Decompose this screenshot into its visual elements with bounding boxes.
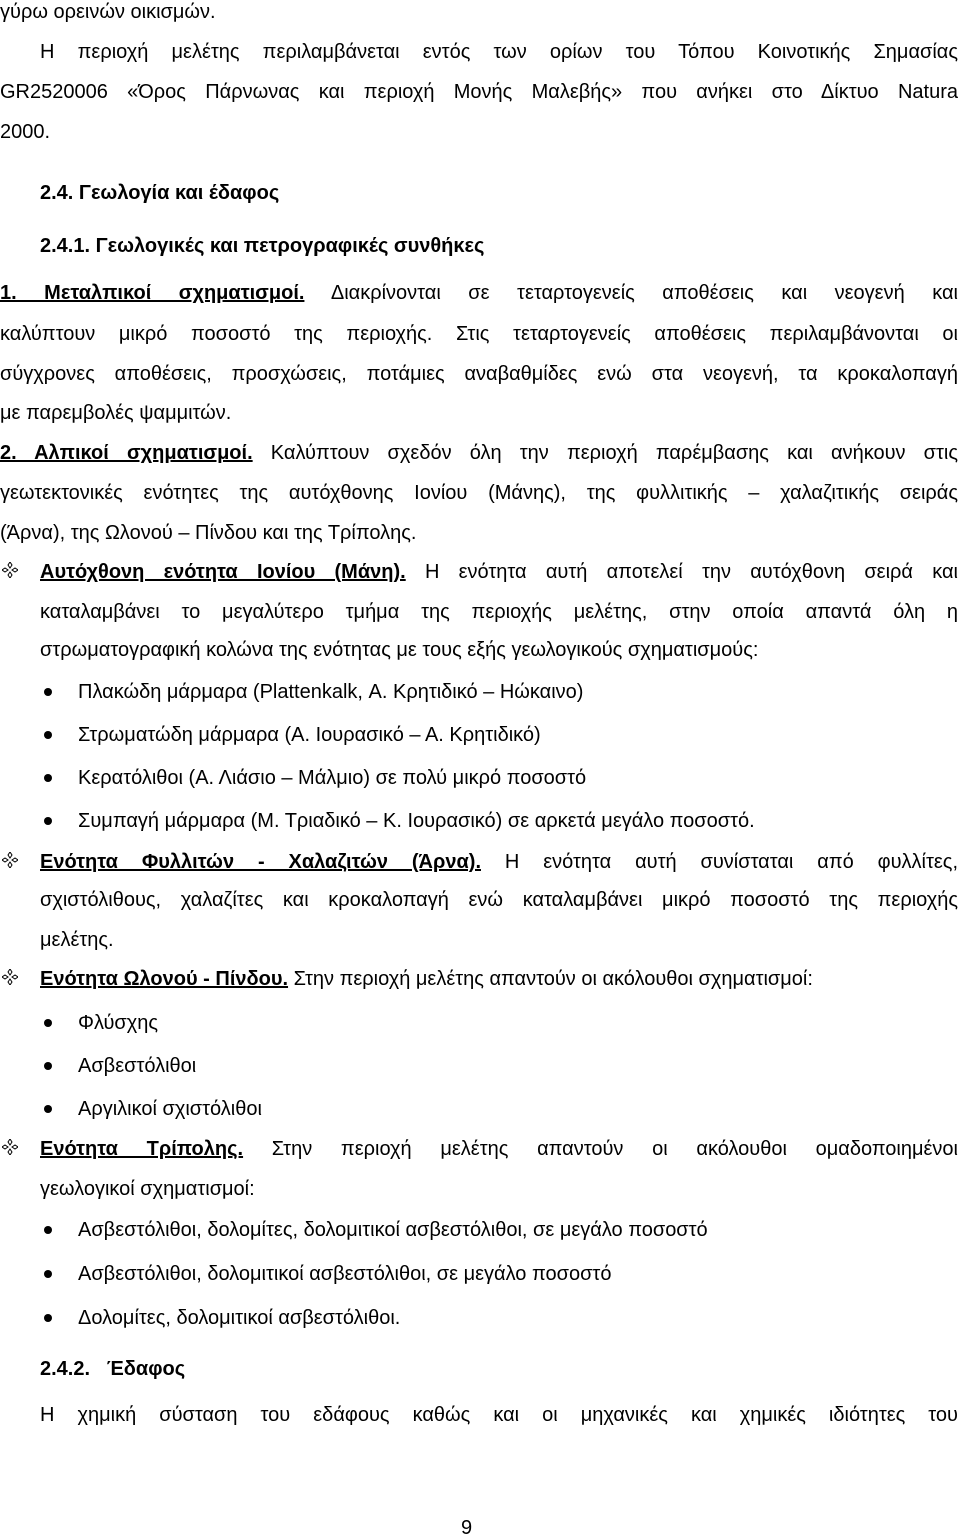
list-item: Δολομίτες, δολομιτικοί ασβεστόλιθοι. <box>78 1307 401 1329</box>
bullet-icon <box>44 1270 52 1278</box>
bullet-icon <box>44 1019 52 1027</box>
text-line: GR2520006 «Όρος Πάρνωνας και περιοχή Μονής Μαλεβής» που ανήκει στο Δίκτυο Natura <box>0 81 958 103</box>
paragraph-line: στρωματογραφική κολώνα της ενότητας με τους εξής γεωλογικούς σχηματισμούς: <box>40 639 759 661</box>
list-item: Ασβεστόλιθοι, δολομιτικοί ασβεστόλιθοι, σε μεγάλο ποσοστό <box>78 1263 612 1285</box>
list-item: Ασβεστόλιθοι, δολομίτες, δολομιτικοί ασβεστόλιθοι, σε μεγάλο ποσοστό <box>78 1219 708 1241</box>
bullet-icon <box>44 817 52 825</box>
subsection-line: Ενότητα Ωλονού - Πίνδου. Στην περιοχή μελέτης απαντούν οι ακόλουθοι σχηματισμοί: <box>40 968 813 990</box>
bullet-icon <box>44 1226 52 1234</box>
list-item: Συμπαγή μάρμαρα (Μ. Τριαδικό – Κ. Ιουρασικό) σε αρκετά μεγάλο ποσοστό. <box>78 810 755 832</box>
paragraph-line: καλύπτουν μικρό ποσοστό της περιοχής. Στις τεταρτογενείς αποθέσεις περιλαμβάνονται οι <box>0 323 958 345</box>
subsection-line: Ενότητα Φυλλιτών - Χαλαζιτών (Άρνα). Η ενότητα αυτή συνίσταται από φυλλίτες, <box>40 851 958 873</box>
list-item: Φλύσχης <box>78 1012 159 1034</box>
text-line: Η περιοχή μελέτης περιλαμβάνεται εντός των ορίων του Τόπου Κοινοτικής Σημασίας <box>40 41 958 63</box>
four-diamond-icon <box>2 562 18 578</box>
paragraph-line: σύγχρονες αποθέσεις, προσχώσεις, ποτάμιες αναβαθμίδες ενώ στα νεογενή, τα κροκαλοπαγή <box>0 363 958 385</box>
subsection-line: Ενότητα Τρίπολης. Στην περιοχή μελέτης απαντούν οι ακόλουθοι ομαδοποιημένοι <box>40 1138 958 1160</box>
four-diamond-icon <box>2 969 18 985</box>
list-item: Πλακώδη μάρμαρα (Plattenkalk, Α. Κρητιδικό – Ηώκαινο) <box>78 681 584 703</box>
page-number: 9 <box>461 1517 473 1539</box>
bullet-icon <box>44 731 52 739</box>
list-item: Στρωματώδη μάρμαρα (Α. Ιουρασικό – Α. Κρητιδικό) <box>78 724 541 746</box>
paragraph-line: 1. Μεταλπικοί σχηματισμοί. Διακρίνονται σε τεταρτογενείς αποθέσεις και νεογενή και <box>0 282 958 304</box>
paragraph-line: σχιστόλιθους, χαλαζίτες και κροκαλοπαγή ενώ καταλαμβάνει μικρό ποσοστό της περιοχής <box>40 889 958 911</box>
bullet-icon <box>44 1105 52 1113</box>
subsection-line: Αυτόχθονη ενότητα Ιονίου (Μάνη). Η ενότητα αυτή αποτελεί την αυτόχθονη σειρά και <box>40 561 958 583</box>
paragraph-line: με παρεμβολές ψαμμιτών. <box>0 402 232 424</box>
paragraph-line: Η χημική σύσταση του εδάφους καθώς και οι μηχανικές και χημικές ιδιότητες του <box>40 1404 958 1426</box>
subsection-title: Ενότητα Φυλλιτών - Χαλαζιτών (Άρνα). <box>40 851 481 873</box>
four-diamond-icon <box>2 852 18 868</box>
list-item: Αργιλικοί σχιστόλιθοι <box>78 1098 262 1120</box>
text-line: γύρω ορεινών οικισμών. <box>0 1 216 23</box>
subsection-heading: 2.4.2. Έδαφος <box>40 1358 186 1380</box>
paragraph-line: μελέτης. <box>40 929 114 951</box>
paragraph-line: γεωλογικοί σχηματισμοί: <box>40 1178 255 1200</box>
bullet-icon <box>44 1062 52 1070</box>
list-item: Ασβεστόλιθοι <box>78 1055 197 1077</box>
paragraph-line: καταλαμβάνει το μεγαλύτερο τμήμα της περιοχής μελέτης, στην οποία απαντά όλη η <box>40 601 958 623</box>
four-diamond-icon <box>2 1139 18 1155</box>
bullet-icon <box>44 774 52 782</box>
bullet-icon <box>44 1314 52 1322</box>
subsection-title: Ενότητα Τρίπολης. <box>40 1138 244 1160</box>
text-line: 2000. <box>0 121 51 143</box>
paragraph-line: 2. Αλπικοί σχηματισμοί. Καλύπτουν σχεδόν όλη την περιοχή παρέμβασης και ανήκουν στις <box>0 442 959 464</box>
paragraph-heading: 1. Μεταλπικοί σχηματισμοί. <box>0 282 305 304</box>
bullet-icon <box>44 688 52 696</box>
subsection-title: Ενότητα Ωλονού - Πίνδου. <box>40 968 289 990</box>
subsection-heading: 2.4.1. Γεωλογικές και πετρογραφικές συνθήκες <box>40 235 485 257</box>
paragraph-heading: 2. Αλπικοί σχηματισμοί. <box>0 442 253 464</box>
section-heading: 2.4. Γεωλογία και έδαφος <box>40 182 280 204</box>
paragraph-line: γεωτεκτονικές ενότητες της αυτόχθονης Ιονίου (Μάνης), της φυλλιτικής – χαλαζιτικής σειράς <box>0 482 958 504</box>
paragraph-line: (Άρνα), της Ωλονού – Πίνδου και της Τρίπολης. <box>0 522 417 544</box>
list-item: Κερατόλιθοι (Α. Λιάσιο – Μάλμιο) σε πολύ μικρό ποσοστό <box>78 767 587 789</box>
subsection-title: Αυτόχθονη ενότητα Ιονίου (Μάνη). <box>40 561 406 583</box>
